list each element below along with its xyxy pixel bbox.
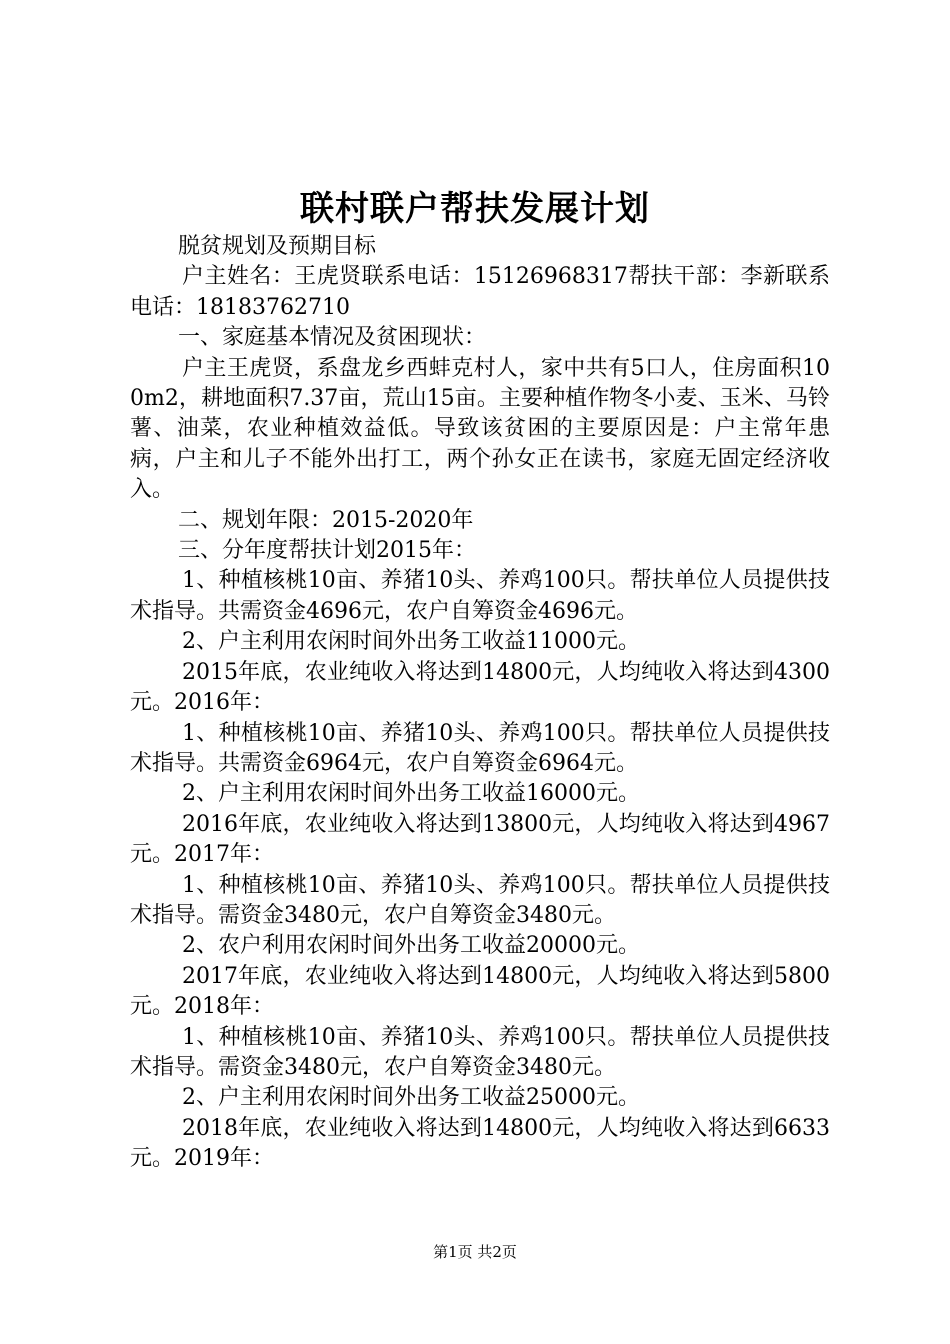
paragraph-2016-summary: 2016年底，农业纯收入将达到13800元，人均纯收入将达到4967元。2017年：	[130, 811, 830, 868]
paragraph-section-three-heading: 三、分年度帮扶计划2015年：	[178, 538, 476, 564]
page-number-footer: 第1页 共2页	[433, 1243, 517, 1261]
paragraph-goal-heading: 脱贫规划及预期目标	[178, 234, 377, 259]
paragraph-2017-item-2: 2、农户利用农闲时间外出务工收益20000元。	[182, 933, 640, 959]
paragraph-2018-item-2: 2、户主利用农闲时间外出务工收益25000元。	[182, 1085, 640, 1111]
paragraph-2016-item-2: 2、户主利用农闲时间外出务工收益16000元。	[182, 781, 640, 807]
paragraph-2016-item-1: 1、种植核桃10亩、养猪10头、养鸡100只。帮扶单位人员提供技术指导。共需资金6964元，农户自筹资金6964元。	[130, 720, 830, 776]
paragraph-2017-summary: 2017年底，农业纯收入将达到14800元，人均纯收入将达到5800元。2018年：	[130, 963, 830, 1020]
paragraph-2017-item-1: 1、种植核桃10亩、养猪10头、养鸡100只。帮扶单位人员提供技术指导。需资金3480元，农户自筹资金3480元。	[130, 872, 830, 928]
document-title: 联村联户帮扶发展计划	[300, 189, 650, 229]
paragraph-2015-item-2: 2、户主利用农闲时间外出务工收益11000元。	[182, 629, 640, 655]
paragraph-2015-summary: 2015年底，农业纯收入将达到14800元，人均纯收入将达到4300元。2016年：	[130, 659, 830, 716]
paragraph-family-situation: 户主王虎贤，系盘龙乡西蚌克村人，家中共有5口人，住房面积100m2，耕地面积7.37亩，荒山15亩。主要种植作物冬小麦、玉米、马铃薯、油菜，农业种植效益低。导致该贫困的主要原因是：户主常年患病，户主和儿子不能外出打工，两个孙女正在读书，家庭无固定经济收入。	[130, 355, 830, 503]
paragraph-section-one-heading: 一、家庭基本情况及贫困现状：	[178, 325, 487, 351]
paragraph-2018-item-1: 1、种植核桃10亩、养猪10头、养鸡100只。帮扶单位人员提供技术指导。需资金3480元，农户自筹资金3480元。	[130, 1024, 830, 1080]
paragraph-contact-info: 户主姓名：王虎贤联系电话：15126968317帮扶干部：李新联系电话：18183762710	[130, 264, 830, 320]
paragraph-section-two-heading: 二、规划年限：2015-2020年	[178, 507, 474, 533]
paragraph-2018-summary: 2018年底，农业纯收入将达到14800元，人均纯收入将达到6633元。2019年：	[130, 1115, 830, 1172]
document-body	[130, 232, 830, 1175]
paragraph-2015-item-1: 1、种植核桃10亩、养猪10头、养鸡100只。帮扶单位人员提供技术指导。共需资金4696元，农户自筹资金4696元。	[130, 568, 830, 624]
